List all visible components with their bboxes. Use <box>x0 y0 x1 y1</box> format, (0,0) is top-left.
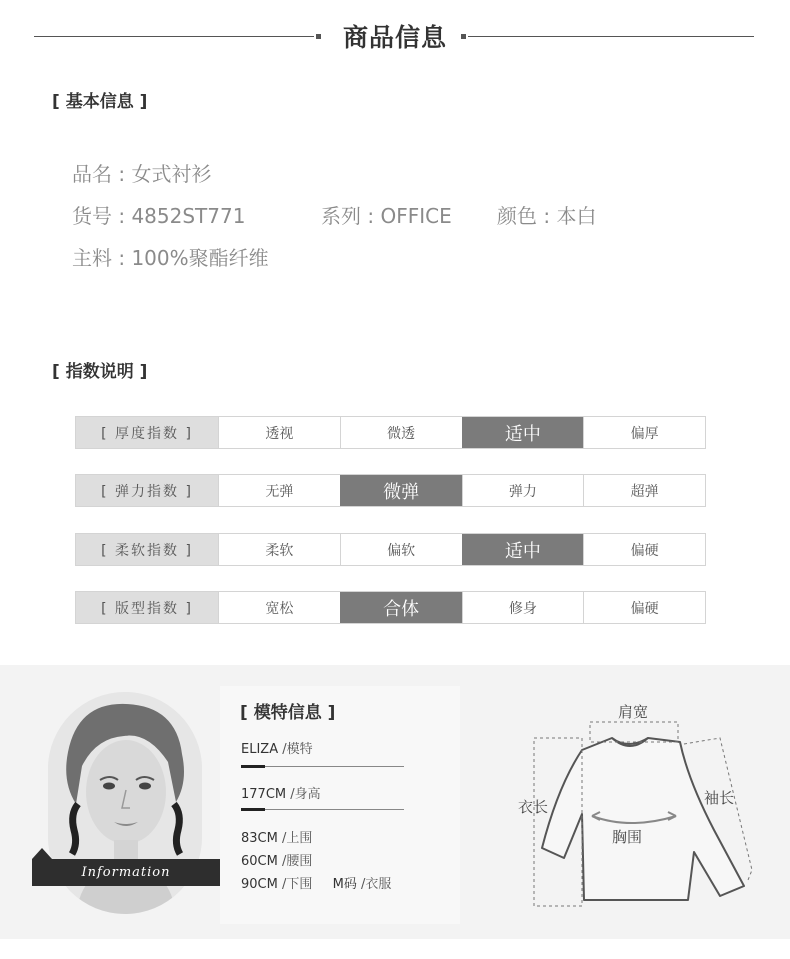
model-name-unit: /模特 <box>282 742 313 757</box>
index-option: 适中 <box>462 534 584 565</box>
header-dot-left <box>316 34 321 39</box>
product-series: 系列 : OFFICE <box>321 204 452 228</box>
model-size-unit: /衣服 <box>361 877 392 892</box>
index-option: 偏软 <box>340 534 462 565</box>
model-info-title: [ 模特信息 ] <box>240 703 336 723</box>
model-bust: 83CM <box>241 831 278 846</box>
model-waist-unit: /腰围 <box>281 854 313 869</box>
model-height: 177CM <box>241 787 287 802</box>
product-color: 颜色 : 本白 <box>497 204 597 228</box>
chest-label: 胸围 <box>612 828 643 846</box>
model-waist: 60CM <box>241 854 278 869</box>
model-bust-unit: /上围 <box>281 831 313 846</box>
index-option: 无弹 <box>218 475 340 506</box>
model-size: M码 <box>332 877 357 892</box>
product-material: 主料 : 100%聚酯纤维 <box>72 246 269 270</box>
index-label: [ 版型指数 ] <box>76 592 218 623</box>
model-height-line <box>241 783 321 802</box>
index-option: 修身 <box>462 592 584 623</box>
index-option: 偏硬 <box>583 534 705 565</box>
index-option: 透视 <box>218 417 340 448</box>
ribbon-tip <box>32 848 52 859</box>
model-hip-line <box>241 873 391 892</box>
index-title: [ 指数说明 ] <box>52 362 148 382</box>
header-rule-left <box>34 36 314 37</box>
index-row-fit <box>75 591 706 624</box>
index-row-elasticity <box>75 474 706 507</box>
information-ribbon: Information <box>32 859 220 886</box>
index-label: [ 弹力指数 ] <box>76 475 218 506</box>
index-option: 宽松 <box>218 592 340 623</box>
index-option: 偏厚 <box>583 417 705 448</box>
index-option: 微弹 <box>340 475 462 506</box>
product-sku: 货号 : 4852ST771 <box>72 204 246 228</box>
index-option: 弹力 <box>462 475 584 506</box>
model-divider <box>241 766 404 767</box>
model-hip: 90CM <box>241 877 278 892</box>
index-row-softness <box>75 533 706 566</box>
model-bust-line <box>241 827 312 846</box>
basic-info-title: [ 基本信息 ] <box>52 92 148 112</box>
index-option: 适中 <box>462 417 584 448</box>
page-title: 商品信息 <box>342 23 447 52</box>
index-option: 偏硬 <box>583 592 705 623</box>
index-label: [ 柔软指数 ] <box>76 534 218 565</box>
model-name: ELIZA <box>241 742 279 757</box>
product-name: 品名 : 女式衬衫 <box>72 162 212 186</box>
header-rule-right <box>468 36 754 37</box>
sleeve-length-label: 袖长 <box>704 789 735 807</box>
index-option: 微透 <box>340 417 462 448</box>
model-divider <box>241 809 404 810</box>
garment-length-label: 衣长 <box>518 798 549 816</box>
index-row-thickness <box>75 416 706 449</box>
index-option: 柔软 <box>218 534 340 565</box>
index-option: 合体 <box>340 592 462 623</box>
index-label: [ 厚度指数 ] <box>76 417 218 448</box>
model-waist-line <box>241 850 312 869</box>
header-dot-right <box>461 34 466 39</box>
garment-measure-diagram <box>508 690 768 912</box>
index-option: 超弹 <box>583 475 705 506</box>
shoulder-width-label: 肩宽 <box>618 703 649 721</box>
model-hip-unit: /下围 <box>281 877 313 892</box>
model-name-line <box>241 738 313 757</box>
model-height-unit: /身高 <box>290 787 321 802</box>
